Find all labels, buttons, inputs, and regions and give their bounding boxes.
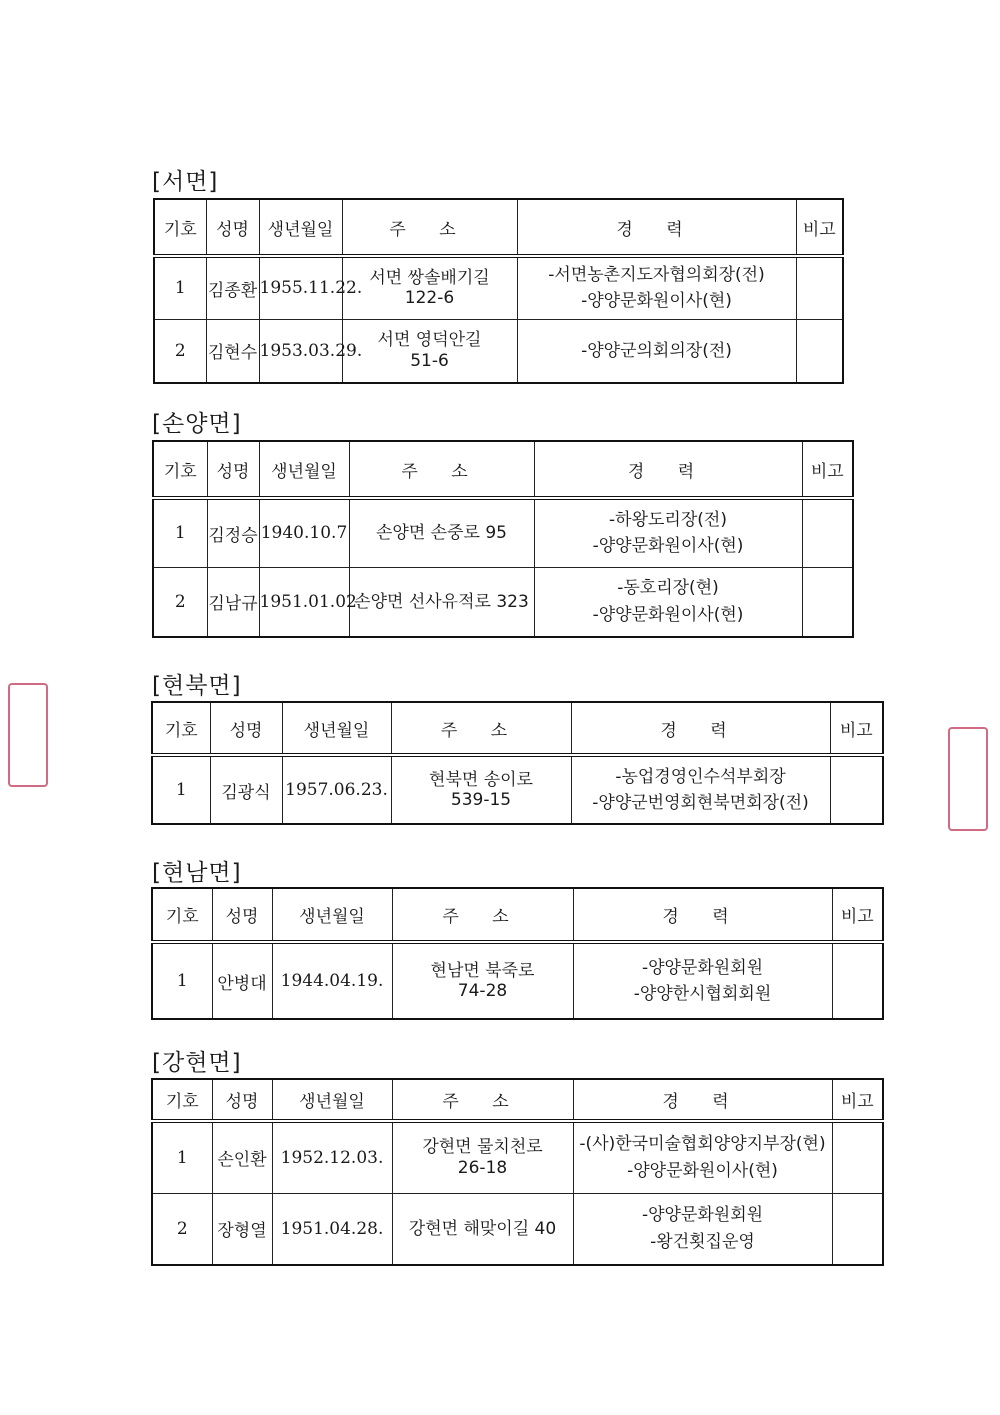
section-title: [강현면]: [152, 1050, 242, 1076]
table-row: [154, 256, 843, 319]
career-cell: [573, 942, 832, 1019]
address-line: 26-18: [457, 1157, 508, 1178]
address-cell: [349, 567, 534, 637]
career-cell: [517, 256, 796, 319]
member-name: 김광식: [210, 755, 282, 824]
member-name: 김현수: [206, 319, 259, 383]
member-table: [151, 887, 884, 1020]
member-name: 김남규: [207, 567, 259, 637]
header-career: 경 력: [573, 1079, 832, 1121]
career-item: -양양군번영회현북면회장(전): [592, 793, 809, 813]
birth-date: 1955.11.22.: [259, 256, 342, 319]
address-line: 서면 쌍솔배기길: [369, 267, 490, 288]
career-item: -양양문화원회원: [641, 957, 764, 978]
note-cell: [832, 1121, 883, 1193]
member-name: 장형열: [212, 1193, 272, 1265]
note-cell: [832, 1193, 883, 1265]
career-item: -양양군의회의장(전): [581, 340, 732, 361]
header-birth: 생년월일: [282, 702, 391, 755]
note-cell: [796, 256, 843, 319]
address-line: 51-6: [410, 350, 449, 371]
table-row: [152, 755, 883, 824]
row-number: 1: [152, 942, 212, 1019]
header-career: 경 력: [534, 441, 802, 498]
section-title: [서면]: [152, 169, 219, 195]
address-cell: [342, 256, 517, 319]
header-address: 주 소: [349, 441, 534, 498]
career-cell: [571, 755, 830, 824]
header-no: 기호: [152, 888, 212, 942]
note-cell: [830, 755, 883, 824]
career-item: -서면농촌지도자협의회장(전): [548, 264, 765, 285]
address-line: 손양면 손중로 95: [376, 523, 507, 544]
member-name: 안병대: [212, 942, 272, 1019]
address-line: 강현면 물치천로: [422, 1137, 543, 1158]
note-cell: [832, 942, 883, 1019]
career-cell: [534, 498, 802, 567]
address-cell: [392, 1193, 573, 1265]
career-item: -(사)한국미술협회양양지부장(현): [579, 1134, 826, 1155]
table-row: [152, 1193, 883, 1265]
address-cell: [391, 755, 571, 824]
header-name: 성명: [212, 1079, 272, 1121]
address-cell: [349, 498, 534, 567]
header-birth: 생년월일: [272, 1079, 392, 1121]
address-line: 서면 영덕안길: [377, 330, 482, 351]
row-number: 2: [154, 319, 206, 383]
section-title: [현북면]: [152, 673, 242, 699]
career-item: -양양문화원이사(현): [627, 1160, 778, 1181]
header-address: 주 소: [391, 702, 571, 755]
row-number: 2: [152, 1193, 212, 1265]
career-item: -양양문화원회원: [641, 1205, 764, 1226]
header-career: 경 력: [573, 888, 832, 942]
section-title: [현남면]: [152, 860, 242, 886]
header-note: 비고: [796, 199, 843, 256]
career-item: -하왕도리장(전): [609, 509, 727, 530]
career-item: -동호리장(현): [617, 578, 719, 599]
note-cell: [802, 567, 853, 637]
table-row: [153, 567, 853, 637]
address-line: 539-15: [450, 790, 512, 810]
birth-date: 1953.03.29.: [259, 319, 342, 383]
row-number: 1: [152, 1121, 212, 1193]
row-number: 1: [152, 755, 210, 824]
birth-date: 1940.10.7: [259, 498, 349, 567]
left-seal-stamp: [8, 683, 48, 787]
member-name: 손인환: [212, 1121, 272, 1193]
career-cell: [573, 1193, 832, 1265]
career-item: -양양한시협회회원: [633, 984, 772, 1004]
member-table: [152, 440, 854, 638]
career-cell: [534, 567, 802, 637]
right-seal-stamp: [948, 727, 988, 831]
note-cell: [796, 319, 843, 383]
header-name: 성명: [207, 441, 259, 498]
career-item: -농업경영인수석부회장: [615, 766, 786, 787]
table-row: [154, 319, 843, 383]
birth-date: 1951.04.28.: [272, 1193, 392, 1265]
member-name: 김종환: [206, 256, 259, 319]
header-no: 기호: [152, 1079, 212, 1121]
header-name: 성명: [212, 888, 272, 942]
address-cell: [392, 1121, 573, 1193]
career-cell: [517, 319, 796, 383]
header-address: 주 소: [392, 888, 573, 942]
header-note: 비고: [832, 1079, 883, 1121]
table-row: [152, 1121, 883, 1193]
career-item: -양양문화원이사(현): [592, 536, 744, 557]
header-birth: 생년월일: [259, 441, 349, 498]
career-cell: [573, 1121, 832, 1193]
member-table: [153, 198, 844, 384]
header-address: 주 소: [392, 1079, 573, 1121]
row-number: 1: [153, 498, 207, 567]
birth-date: 1944.04.19.: [272, 942, 392, 1019]
address-line: 손양면 선사유적로 323: [354, 591, 529, 612]
header-birth: 생년월일: [272, 888, 392, 942]
address-cell: [392, 942, 573, 1019]
member-name: 김정승: [207, 498, 259, 567]
birth-date: 1951.01.02: [259, 567, 349, 637]
header-no: 기호: [154, 199, 206, 256]
address-line: 74-28: [457, 981, 508, 1001]
header-no: 기호: [153, 441, 207, 498]
header-career: 경 력: [517, 199, 796, 256]
career-item: -왕건횟집운영: [650, 1231, 755, 1252]
section-title: [손양면]: [152, 411, 242, 437]
header-note: 비고: [830, 702, 883, 755]
header-note: 비고: [802, 441, 853, 498]
header-name: 성명: [210, 702, 282, 755]
header-note: 비고: [832, 888, 883, 942]
address-line: 강현면 해맞이길 40: [408, 1218, 557, 1239]
address-line: 122-6: [404, 288, 455, 309]
header-no: 기호: [152, 702, 210, 755]
note-cell: [802, 498, 853, 567]
header-address: 주 소: [342, 199, 517, 256]
birth-date: 1957.06.23.: [282, 755, 391, 824]
birth-date: 1952.12.03.: [272, 1121, 392, 1193]
header-name: 성명: [206, 199, 259, 256]
member-table: [151, 701, 884, 825]
row-number: 2: [153, 567, 207, 637]
career-item: -양양문화원이사(현): [581, 291, 732, 312]
row-number: 1: [154, 256, 206, 319]
header-career: 경 력: [571, 702, 830, 755]
address-cell: [342, 319, 517, 383]
career-item: -양양문화원이사(현): [592, 604, 744, 625]
table-row: [152, 942, 883, 1019]
member-table: [151, 1078, 884, 1266]
header-birth: 생년월일: [259, 199, 342, 256]
address-line: 현남면 북죽로: [430, 960, 535, 981]
address-line: 현북면 송이로: [429, 769, 533, 790]
table-row: [153, 498, 853, 567]
